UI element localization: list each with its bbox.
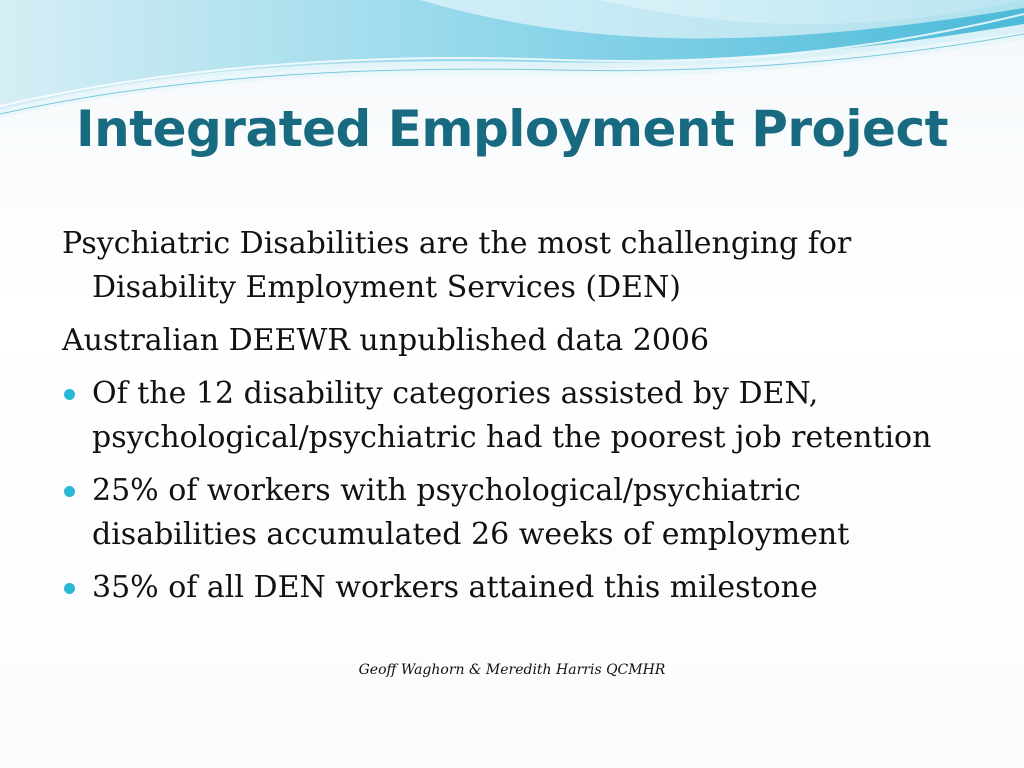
bullet-item [62,372,962,460]
bullet-icon [64,583,75,594]
bullet-icon [64,389,75,400]
body-paragraph: Psychiatric Disabilities are the most challenging for Disability Employment Services (DEN) [62,226,852,305]
bullet-text: 35% of all DEN workers attained this milestone [92,570,818,605]
slide-footer-credit: Geoff Waghorn & Meredith Harris QCMHR [358,662,666,678]
bullet-item [62,469,962,557]
body-paragraph: Australian DEEWR unpublished data 2006 [62,323,710,358]
slide-body [62,222,962,619]
bullet-text: 25% of workers with psychological/psychiatric disabilities accumulated 26 weeks of employment [92,473,850,552]
bullet-icon [64,486,75,497]
slide-title: Integrated Employment Project [76,100,948,158]
bullet-text: Of the 12 disability categories assisted by DEN, psychological/psychiatric had the poorest job retention [92,376,932,455]
bullet-item [62,566,962,610]
